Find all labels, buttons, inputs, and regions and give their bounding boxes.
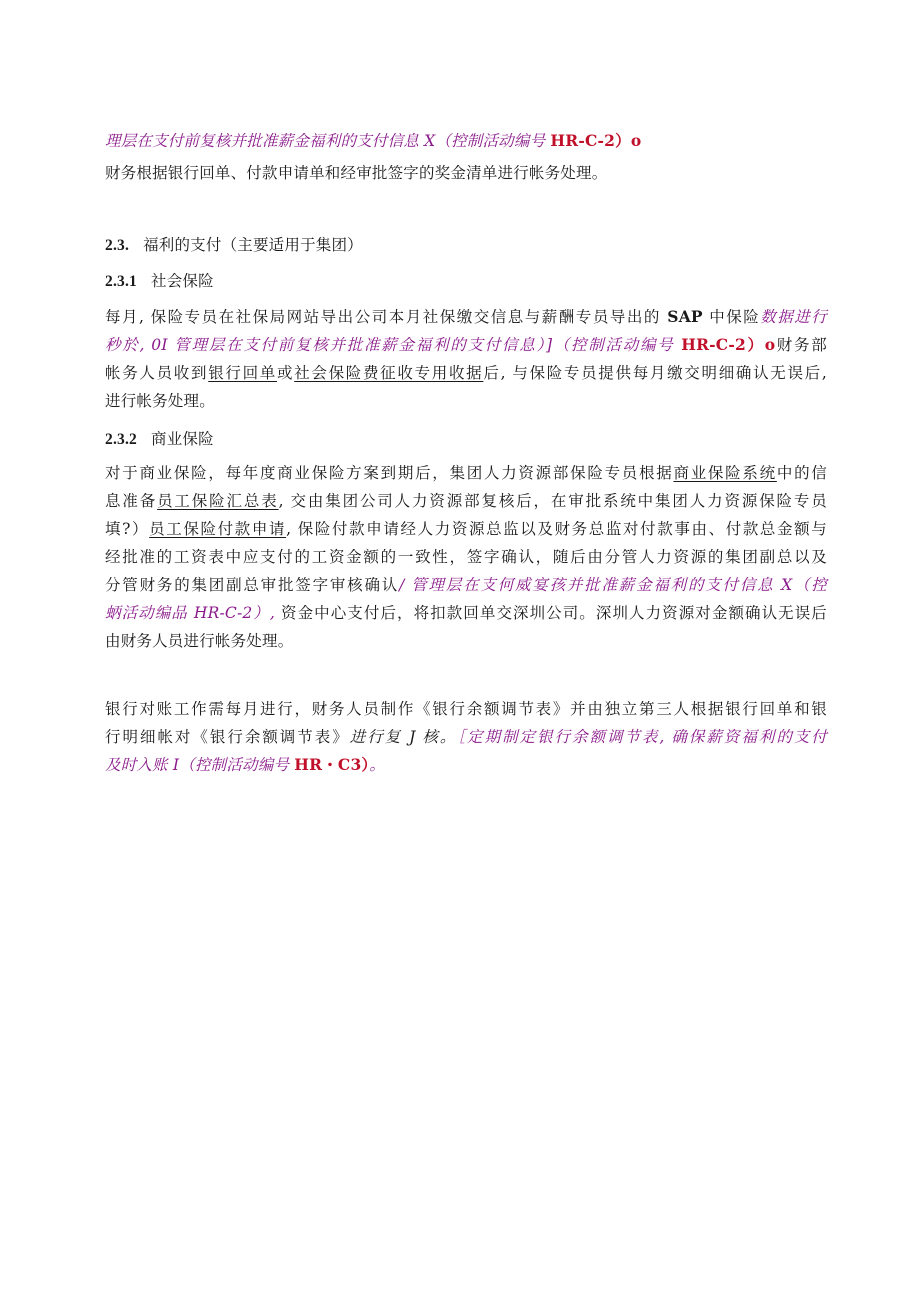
underlined-term: 员工保险汇总表 [157,492,279,510]
section-heading-2-3 [105,234,363,257]
paragraph-line [105,602,827,624]
control-note-line [105,130,641,152]
underlined-term: 银行回单 [208,364,277,382]
paragraph-line [105,462,827,484]
paragraph-line: 经批准的工资表中应支付的工资金额的一致性，签字确认，随后由分管人力资源的集团副总以及 [105,548,827,566]
paragraph-line [105,334,827,356]
text-run: 银行对账工作需每月进行，财务人员制作《银行余额调节表》并由独立第三人根据银行回单和银 [105,700,827,718]
paragraph-line [105,726,827,748]
section-title: 商业保险 [151,430,214,448]
section-number: 2.3.1 [105,273,137,290]
control-note-text: 理层在支付前复核并批准薪金福利的支付信息 X（控制活动编号 [105,132,551,150]
section-heading-2-3-1 [105,270,214,293]
paragraph-line [105,574,827,596]
paragraph-line: 进行帐务处理。 [105,392,215,410]
control-note-text: / 管理层在支何威宴孩并批准薪金福利的支付信息 X（控 [399,576,828,594]
paragraph-line [105,490,827,512]
text-run: , 交由集团公司人力资源部复核后，在审批系统中集团人力资源保险专员 [278,492,827,510]
control-note-text: ［定期制定银行余额调节表, 确保薪资福利的支付 [457,728,827,746]
paragraph-line: 由财务人员进行帐务处理。 [105,632,294,650]
control-note-text: 秒於, 0I 管理层在支付前复核并批准薪金福利的支付信息）]（控制活动编号 [105,336,682,354]
paragraph-line [105,362,827,384]
section-heading-2-3-2 [105,428,214,451]
text-run: 填?） [105,520,150,538]
control-note-text: 及时入账 I（控制活动编号 [105,756,295,774]
paragraph-line [105,518,827,540]
paragraph-line [105,754,385,776]
text-run: 后, 与保险专员提供每月缴交明细确认无误后, [483,364,828,382]
text-run: 或 [276,364,295,382]
section-number: 2.3. [105,237,130,254]
text-run: 中保险 [702,308,761,326]
text-run: 息准备 [105,492,158,510]
section-title: 福利的支付（主要适用于集团） [143,236,363,254]
text-run: , 保险付款申请经人力资源总监以及财务总监对付款事由、付款总金额与 [286,520,827,538]
text-run: 财务部 [775,336,828,354]
text-run: 行明细帐对《银行余额调节表》 [105,728,350,746]
section-number: 2.3.2 [105,431,137,448]
text-run-bold: SAP [667,307,703,326]
paragraph-line [105,306,827,328]
text-run: 对于商业保险，每年度商业保险方案到期后，集团人力资源部保险专员根据 [105,464,674,482]
section-title: 社会保险 [151,272,214,290]
control-code: HR-C-2）o [550,131,642,150]
control-note-text: 蛃活动编品 HR-C-2）, [105,604,282,622]
underlined-term: 商业保险系统 [673,464,777,482]
underlined-term: 社会保险费征收专用收据 [294,364,484,382]
control-note-text: 数据进行 [760,308,827,326]
control-code: HR-C-2）o [681,335,776,354]
text-run: 中的信 [776,464,827,482]
text-run-italic: 进行复 J 核。 [349,728,458,746]
text-run: 帐务人员收到 [105,364,209,382]
control-code: HR・C3） [294,755,370,774]
text-run: 分管财务的集团副总审批签字审核确认 [105,576,400,594]
paragraph-line [105,698,827,720]
paragraph-line: 财务根据银行回单、付款申请单和经审批签字的奖金清单进行帐务处理。 [105,164,608,182]
text-run: 每月, 保险专员在社保局网站导出公司本月社保缴交信息与薪酬专员导出的 [105,308,668,326]
underlined-term: 员工保险付款申请 [149,520,287,538]
control-note-text: 。 [369,756,386,774]
text-run: 资金中心支付后，将扣款回单交深圳公司。深圳人力资源对金额确认无误后 [281,604,827,622]
